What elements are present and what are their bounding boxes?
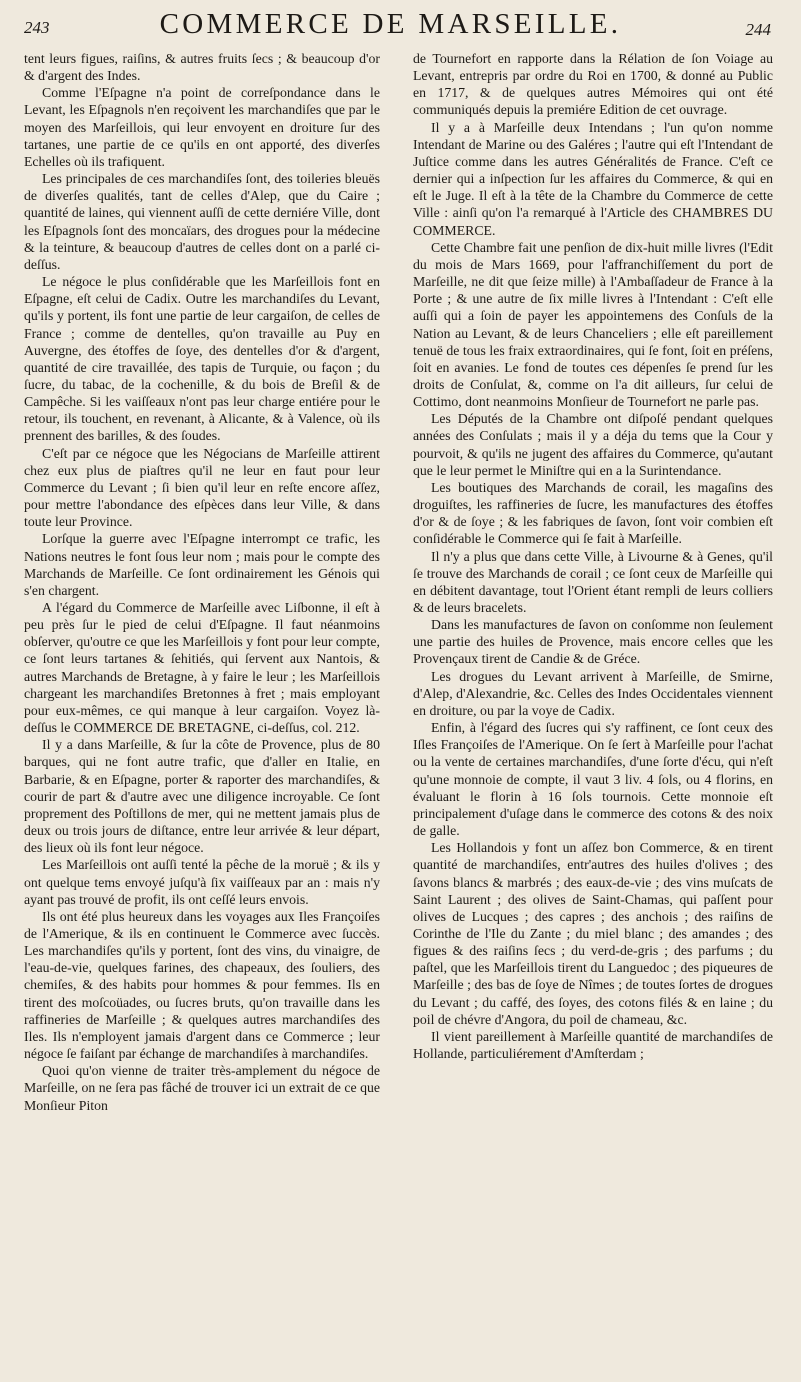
paragraph: A l'égard du Commerce de Marſeille avec Liſbonne, il eſt à peu près ſur le pied de celui d'Eſpagne. Il faut néanmoins obſerver, qu'outre ce que les Marſeillois y font pour leur compte, ce ſont leurs tartanes & ſehitiés, qui ſervent aux Nantois, & autres Marchands de Bretagne, à y faire le leur ; les Marſeillois chargeant les marchandiſes Bretonnes à fret ; mais employant pour eux-mêmes, ce qui manque à leur cargaiſon. Voyez là-deſſus le COMMERCE DE BRETAGNE, ci-deſſus, col. 212. xyxy=(24,600,380,736)
paragraph: Lorſque la guerre avec l'Eſpagne interrompt ce trafic, les Nations neutres le font ſous leur nom ; mais pour le compte des Marchands de Marſeille. Ce ſont ordinairement les Génois qui s'en chargent. xyxy=(24,531,380,598)
page-number-right: 244 xyxy=(745,20,771,39)
paragraph: Les Marſeillois ont auſſi tenté la pêche de la moruë ; & ils y ont quelque tems envoyé juſqu'à ſix vaiſſeaux par an : mais n'y ayant pas trouvé de profit, ils ont ceſſé leurs envois. xyxy=(24,857,380,907)
right-column xyxy=(413,50,773,1062)
paragraph: Il y a dans Marſeille, & ſur la côte de Provence, plus de 80 barques, qui ne font autre trafic, que d'aller en Italie, en Barbarie, & en Eſpagne, porter & raporter des marchandiſes, & courir de part & d'autre avec une diligence incroyable. Ce ſont proprement des Poſtillons de mer, qui ne mettent jamais plus de deux ou trois jours de diſtance, entre leur arrivée & leur départ, des lieux où ils font leur négoce. xyxy=(24,737,380,856)
paragraph: Les Hollandois y font un aſſez bon Commerce, & en tirent quantité de marchandiſes, entr'autres des huiles d'olives ; des ſavons blancs & marbrés ; des eaux-de-vie ; des vins muſcats de Saint Laurent ; des olives de Saint-Chamas, qui paſſent pour olives de Lucques ; des capres ; des anchois ; des raiſins de Corinthe de l'Ile du Zante ; du miel blanc ; des amandes ; des figues & des raiſins ſecs ; du verd-de-gris ; des parfums ; du paſtel, que les Marſeillois tirent du Languedoc ; des piqueures de Marſeille ; des bas de ſoye de Nîmes ; de toutes ſortes de drogues du Levant ; du caffé, des ſoyes, des cotons filés & en laine ; du poil de chévre d'Angora, du poil de chameau, &c. xyxy=(413,840,773,1027)
paragraph: Cette Chambre fait une penſion de dix-huit mille livres (l'Edit du mois de Mars 1669, pour l'affranchiſſement du port de Marſeille, ne dit que ſeize mille) à l'Ambaſſadeur de France à la Porte ; & une autre de ſix mille livres à l'Intendant : C'eſt elle auſſi qui a ſoin de payer les appointemens des Conſuls de la Nation au Levant, & de leurs Chanceliers ; elle eſt pareillement tenuë de tous les fraix extraordinaires, qui ſe font, ſoit en préſens, ſoit en avanies. Le fond de toutes ces dépenſes ſe prend ſur les droits de Conſulat, &, comme on l'a dit ailleurs, ſur celui de Cottimo, dont neanmoins Monſieur de Tournefort ne parle pas. xyxy=(413,239,773,410)
paragraph: Le négoce le plus conſidérable que les Marſeillois font en Eſpagne, eſt celui de Cadix. Outre les marchandiſes du Levant, qu'ils y portent, ils font une partie de leur cargaiſon, de celles de France ; comme de dentelles, qu'on travaille au Puy en Auvergne, des étoffes de ſoye, des dentelles d'or & d'argent, quantité de cire travaillée, des tapis de Turquie, ou façon ; du ſucre, du tabac, de la cochenille, & du bois de Breſil & de Campêche. Si les vaiſſeaux n'ont pas leur charge entiére pour le retour, ils touchent, en revenant, à Alicante, & à Valence, où ils prennent des barilles, & des ſoudes. xyxy=(24,274,380,444)
paragraph: Dans les manufactures de ſavon on conſomme non ſeulement une partie des huiles de Provence, mais encore celles que les Provençaux tirent de Candie & de Gréce. xyxy=(413,617,773,667)
left-column xyxy=(24,50,380,1114)
paragraph: Les Députés de la Chambre ont diſpoſé pendant quelques années des Conſulats ; mais il y a déja du tems que la Cour y pourvoit, & qu'ils ne jugent des affaires du Commerce, qu'autant que le leur permet le Miniſtre qui en a la Surintendance. xyxy=(413,411,773,478)
paragraph: C'eſt par ce négoce que les Négocians de Marſeille attirent chez eux plus de piaſtres qu'il ne leur en faut pour leur Commerce du Levant ; ſi bien qu'il leur en reſte encore aſſez, pour mettre l'abondance des eſpèces dans leur Ville, & dans toute leur Province. xyxy=(24,445,380,530)
paragraph: Il vient pareillement à Marſeille quantité de marchandiſes de Hollande, particuliérement d'Amſterdam ; xyxy=(413,1028,773,1062)
paragraph: tent leurs figues, raiſins, & autres fruits ſecs ; & beaucoup d'or & d'argent des Indes. xyxy=(24,51,380,84)
paragraph: Il n'y a plus que dans cette Ville, à Livourne & à Genes, qu'il ſe trouve des Marchands de corail ; ce ſont ceux de Marſeille qui en débitent davantage, tout l'Orient étant rempli de leurs colliers & de leurs bracelets. xyxy=(413,548,773,615)
paragraph: Enfin, à l'égard des ſucres qui s'y raffinent, ce ſont ceux des Iſles Françoiſes de l'Amerique. On ſe ſert à Marſeille pour l'achat ou la vente de certaines marchandiſes, d'une ſorte d'écu, qui n'eſt qu'une monnoie de compte, il vaut 3 liv. 4 ſols, ou 4 florins, en évaluant le florin à 16 ſols tournois. Cette monnoie eſt principalement d'uſage dans le commerce des cotons & des noix de galle. xyxy=(413,720,773,839)
paragraph: Les drogues du Levant arrivent à Marſeille, de Smirne, d'Alep, d'Alexandrie, &c. Celles des Indes Occidentales viennent en droiture, ou par la voye de Cadix. xyxy=(413,668,773,718)
paragraph: de Tournefort en rapporte dans la Rélation de ſon Voiage au Levant, entrepris par ordre du Roi en 1700, & donné au Public en 1717, & de quelques autres Mémoires qui ont été communiqués depuis la premiére Edition de cet ouvrage. xyxy=(413,51,773,118)
running-title: COMMERCE DE MARSEILLE. xyxy=(159,8,622,40)
page-number-left: 243 xyxy=(24,18,50,37)
paragraph: Ils ont été plus heureux dans les voyages aux Iles Françoiſes de l'Amerique, & ils en continuent le Commerce avec ſuccès. Les marchandiſes qu'ils y portent, ſont des vins, du vinaigre, de l'eau-de-vie, quelques farines, des chapeaux, des ſouliers, des chemiſes, & des habits pour hommes & pour femmes. Ils en tirent des moſcoüades, ou ſucres bruts, qu'on travaille dans les raffineries de Marſeille ; & quelques autres marchandiſes des Iles. Ils n'employent jamais d'argent dans ce Commerce ; leur négoce ſe faiſant par échange de marchandiſes à marchandiſes. xyxy=(24,908,380,1062)
paragraph: Comme l'Eſpagne n'a point de correſpondance dans le Levant, les Eſpagnols n'en reçoivent les marchandiſes que par le moyen des Marſeillois, qui leur envoyent en droiture ſur des tartanes, une partie de ce qu'ils en ont apporté, des diverſes Echelles où ils trafiquent. xyxy=(24,85,380,169)
paragraph: Les principales de ces marchandiſes ſont, des toileries bleuës de diverſes qualités, tant de celles d'Alep, que du Caire ; quantité de laines, qui viennent auſſi de cette derniére Ville, dont les Eſpagnols ſont des moncaïars, des drogues pour la médecine & la teinture, & beaucoup d'autres de celles dont on a parlé ci-deſſus. xyxy=(24,171,380,272)
paragraph: Quoi qu'on vienne de traiter très-amplement du négoce de Marſeille, on ne ſera pas fâché de trouver ici un extrait de ce que Monſieur Piton xyxy=(24,1063,380,1113)
paragraph: Les boutiques des Marchands de corail, les magaſins des droguiſtes, les raffineries de ſucre, les manufactures des étoffes d'or & de ſoye ; & les fabriques de ſavon, ſont voir combien eſt conſidérable le Commerce qui ſe fait à Marſeille. xyxy=(413,479,773,547)
paragraph: Il y a à Marſeille deux Intendans ; l'un qu'on nomme Intendant de Marine ou des Galéres ; l'autre qui eſt l'Intendant de Juſtice comme dans les autres Généralités de France. C'eſt ce dernier qui a inſpection ſur les affaires du Commerce, & qui en eſt le Juge. Il eſt à la tête de la Chambre du Commerce de cette Ville : ainſi qu'on l'a remarqué à l'Article des CHAMBRES DU COMMERCE. xyxy=(413,119,773,238)
